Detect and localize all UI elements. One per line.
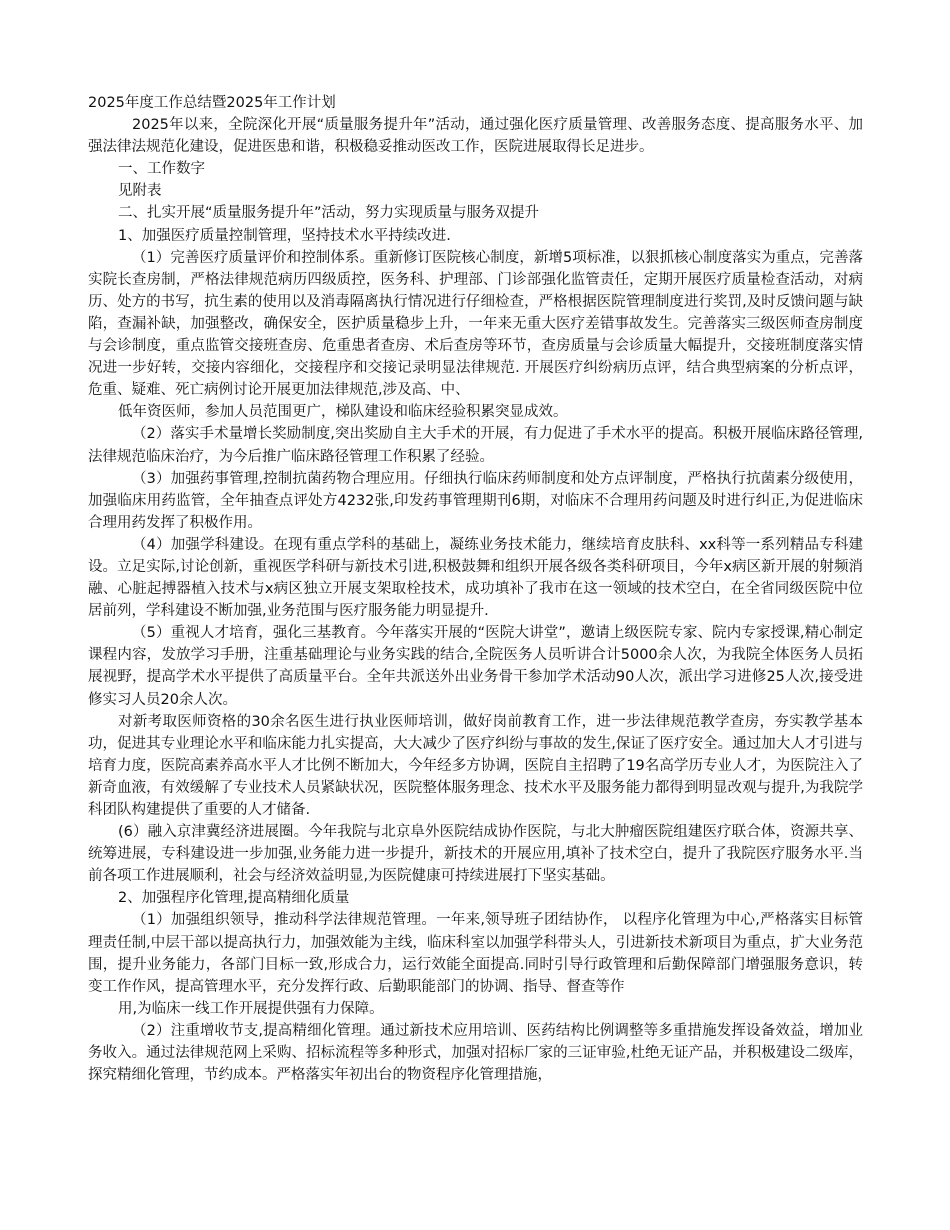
paragraph-quality-evaluation-cont: 低年资医师，参加人员范围更广，梯队建设和临床经验积累突显成效。 xyxy=(118,404,568,421)
document-title: 2025年度工作总结暨2025年工作计划 xyxy=(88,95,336,111)
subsection-heading-process-management: 2、加强程序化管理,提高精细化质量 xyxy=(118,890,350,907)
paragraph-quality-evaluation: （1）完善医疗质量评价和控制体系。重新修订医院核心制度，新增5项标准，以狠抓核心制度落实为重点，完善落实院长查房制，严格法律规范病历四级质控，医务科、护理部、门诊部强化监管责任，定期开展医疗质量检查活动，对病历、处方的书写，抗生素的使用以及消毒隔离执行情况进行仔细检查，严格根据医院管理制度进行奖罚,及时反馈问题与缺陷，查漏补缺，加强整改，确保安全，医护质量稳步上升，一年来无重大医疗差错事故发生。完善落实三级医师查房制度与会诊制度，重点监管交接班查房、危重患者查房、术后查房等环节，查房质量与会诊质量大幅提升，交接班制度落实情况进一步好转，交接内容细化，交接程序和交接记录明显法律规范. 开展医疗纠纷病历点评，结合典型病案的分析点评，危重、疑难、死亡病例讨论开展更加法律规范,涉及高、中、 xyxy=(88,249,863,399)
paragraph-discipline-building: （4）加强学科建设。在现有重点学科的基础上，凝练业务技术能力，继续培育皮肤科、xx科等一系列精品专科建设。立足实际,讨论创新，重视医学科研与新技术引进,积极鼓舞和组织开展各级各类科研项目，今年x病区新开展的射频消融、心脏起搏器植入技术与x病区独立开展支架取栓技术，成功填补了我市在这一领域的技术空白，在全省同级医院中位居前列，学科建设不断加强,业务范围与医疗服务能力明显提升. xyxy=(88,536,863,620)
paragraph-intro: 2025年以来，全院深化开展“质量服务提升年”活动，通过强化医疗质量管理、改善服务态度、提高服务水平、加强法律法规范化建设，促进医患和谐，积极稳妥推动医改工作，医院进展取得长足进步。 xyxy=(88,117,863,156)
paragraph-physician-training: 对新考取医师资格的30余名医生进行执业医师培训，做好岗前教育工作，进一步法律规范教学查房，夯实教学基本功，促进其专业理论水平和临床能力扎实提高，大大减少了医疗纠纷与事故的发生,保证了医疗安全。通过加大人才引进与培育力度，医院高素养高水平人才比例不断加大，今年经多方协调，医院自主招聘了19名高学历专业人才，为医院注入了新奇血液，有效缓解了专业技术人员紧缺状况，医院整体服务理念、技术水平及服务能力都得到明显改观与提升,为我院学科团队构建提供了重要的人才储备. xyxy=(88,713,863,818)
section-heading-work-numbers: 一、工作数字 xyxy=(118,161,205,178)
paragraph-organization-leadership: （1）加强组织领导，推动科学法律规范管理。一年来,领导班子团结协作， 以程序化管理为中心,严格落实目标管理责任制,中层干部以提高执行力，加强效能为主线，临床科室以加强学科带头人，引进新技术新项目为重点，扩大业务范围，提升业务能力，各部门目标一致,形成合力，运行效能全面提高.同时引导行政管理和后勤保障部门增强服务意识，转变工作作风，提高管理水平，充分发挥行政、后勤职能部门的协调、指导、督查等作 xyxy=(88,912,863,995)
paragraph-see-table: 见附表 xyxy=(118,183,162,200)
section-heading-quality-service: 二、扎实开展“质量服务提升年”活动，努力实现质量与服务双提升 xyxy=(118,205,540,222)
paragraph-organization-leadership-cont: 用,为临床一线工作开展提供强有力保障。 xyxy=(118,1000,384,1017)
paragraph-talent-training: （5）重视人才培育，强化三基教育。今年落实开展的“医院大讲堂”，邀请上级医院专家、院内专家授课,精心制定课程内容，发放学习手册，注重基础理论与业务实践的结合,全院医务人员听讲合计5000余人次，为我院全体医务人员拓展视野，提高学术水平提供了高质量平台。全年共派送外出业务骨干参加学术活动90人次，派出学习进修25人次,接受进修实习人员20余人次。 xyxy=(88,625,863,708)
paragraph-pharmacy-management: （3）加强药事管理,控制抗菌药物合理应用。仔细执行临床药师制度和处方点评制度，严格执行抗菌素分级使用，加强临床用药监管，全年抽查点评处方4232张,印发药事管理期刊6期，对临床不合理用药问题及时进行纠正,为促进临床合理用药发挥了积极作用。 xyxy=(88,470,863,531)
subsection-heading-quality-control: 1、加强医疗质量控制管理，坚持技术水平持续改进. xyxy=(118,227,451,244)
paragraph-surgery-reward: （2）落实手术量增长奖励制度,突出奖励自主大手术的开展，有力促进了手术水平的提高。积极开展临床路径管理,法律规范临床治疗，为今后推广临床路径管理工作积累了经验。 xyxy=(88,426,863,465)
paragraph-jingjinji: (6）融入京津冀经济进展圈。今年我院与北京阜外医院结成协作医院，与北大肿瘤医院组建医疗联合体，资源共享、统筹进展，专科建设进一步加强,业务能力进一步提升，新技术的开展应用,填补了技术空白，提升了我院医疗服务水平.当前各项工作进展顺利，社会与经济效益明显,为医院健康可持续进展打下坚实基础。 xyxy=(88,824,863,885)
paragraph-cost-control: （2）注重增收节支,提高精细化管理。通过新技术应用培训、医药结构比例调整等多重措施发挥设备效益，增加业务收入。通过法律规范网上采购、招标流程等多种形式，加强对招标厂家的三证审验,杜绝无证产品，并积极建设二级库，探究精细化管理，节约成本。严格落实年初出台的物资程序化管理措施， xyxy=(88,1022,863,1084)
document-page xyxy=(88,92,863,1086)
